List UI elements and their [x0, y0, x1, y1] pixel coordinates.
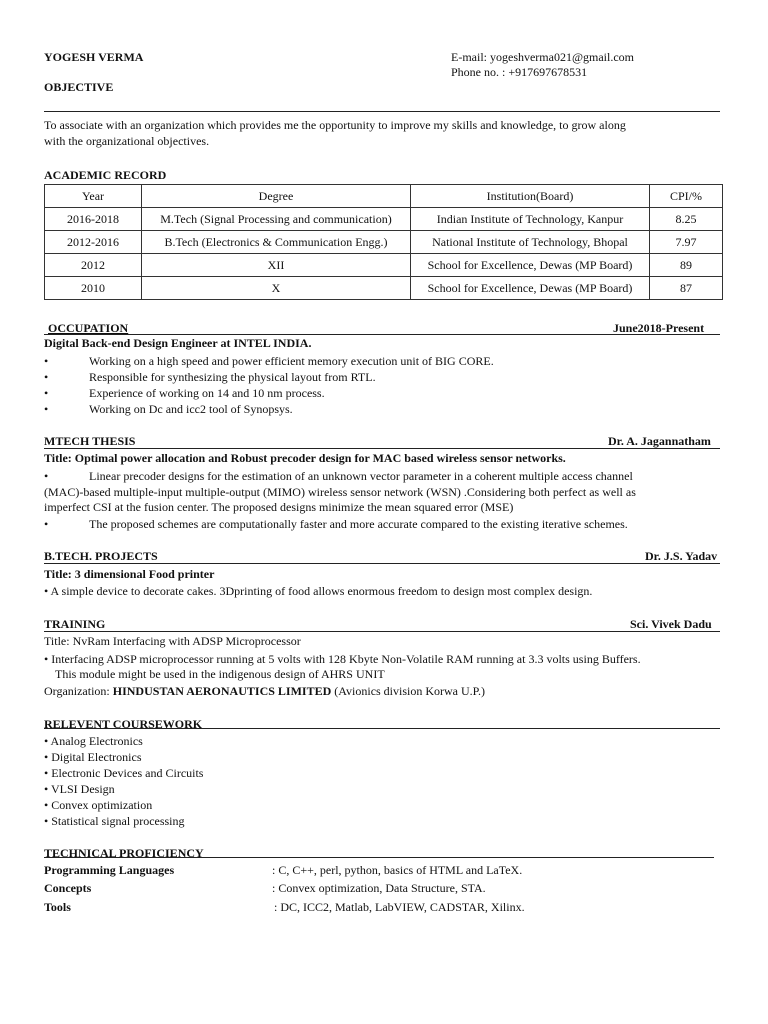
divider — [44, 728, 720, 729]
bullet: • — [44, 370, 49, 384]
list-item: • Digital Electronics — [44, 750, 142, 764]
list-item-text: Working on a high speed and power efficient memory execution unit of BIG CORE. — [89, 354, 494, 368]
table-cell: National Institute of Technology, Bhopal — [411, 231, 650, 254]
list-item-text: Responsible for synthesizing the physical layout from RTL. — [89, 370, 376, 384]
training-organization — [44, 684, 485, 699]
list-item-continuation: (MAC)-based multiple-input multiple-output (MIMO) wireless sensor network (WSN) .Considering both perfect as well as — [44, 485, 636, 499]
list-item: • Analog Electronics — [44, 734, 143, 748]
table-cell: School for Excellence, Dewas (MP Board) — [411, 277, 650, 300]
list-item: • Interfacing ADSP microprocessor running at 5 volts with 128 Kbyte Non-Volatile RAM running at 3.3 volts using Buffers. — [44, 652, 641, 666]
list-item-text: The proposed schemes are computationally faster and more accurate compared to the existing iterative schemes. — [89, 517, 628, 531]
table-cell: M.Tech (Signal Processing and communication) — [142, 208, 411, 231]
phone: Phone no. : +917697678531 — [451, 65, 588, 79]
list-item-continuation: imperfect CSI at the fusion center. The proposed designs minimize the mean squared error (MSE) — [44, 500, 514, 514]
training-heading: TRAINING — [44, 617, 106, 631]
divider — [44, 111, 720, 112]
organization-name: HINDUSTAN AERONAUTICS LIMITED — [112, 684, 332, 698]
table-cell: 8.25 — [650, 208, 723, 231]
thesis-guide: Dr. A. Jagannatham — [608, 434, 711, 448]
table-cell: B.Tech (Electronics & Communication Engg.) — [142, 231, 411, 254]
table-cell: 2012 — [45, 254, 142, 277]
table-row — [45, 254, 723, 277]
table-cell: 2012-2016 — [45, 231, 142, 254]
skill-value: : Convex optimization, Data Structure, STA. — [272, 881, 486, 895]
occupation-period: June2018-Present — [613, 321, 705, 335]
skill-value: : DC, ICC2, Matlab, LabVIEW, CADSTAR, Xilinx. — [274, 900, 525, 914]
list-item-text: Working on Dc and icc2 tool of Synopsys. — [89, 402, 293, 416]
list-item: • Electronic Devices and Circuits — [44, 766, 204, 780]
column-header: CPI/% — [650, 185, 723, 208]
bullet: • — [44, 469, 49, 483]
table-cell: 2010 — [45, 277, 142, 300]
occupation-title: Digital Back-end Design Engineer at INTEL INDIA. — [44, 336, 312, 350]
list-item-continuation: This module might be used in the indigenous design of AHRS UNIT — [55, 667, 385, 681]
table-cell: X — [142, 277, 411, 300]
technical-heading: TECHNICAL PROFICIENCY — [44, 846, 204, 860]
skill-label: Programming Languages — [44, 863, 175, 877]
skill-label: Tools — [44, 900, 71, 914]
table-cell: 87 — [650, 277, 723, 300]
list-item-text: Linear precoder designs for the estimation of an unknown vector parameter in a coherent multiple access channel — [89, 469, 633, 483]
btech-title: Title: 3 dimensional Food printer — [44, 567, 215, 581]
table-cell: 89 — [650, 254, 723, 277]
btech-guide: Dr. J.S. Yadav — [645, 549, 718, 563]
organization-suffix: (Avionics division Korwa U.P.) — [331, 684, 486, 698]
table-row — [45, 277, 723, 300]
bullet: • — [44, 386, 49, 400]
divider — [44, 563, 720, 564]
thesis-title: Title: Optimal power allocation and Robust precoder design for MAC based wireless sensor networks. — [44, 451, 566, 465]
objective-line-2: with the organizational objectives. — [44, 134, 210, 148]
list-item: • Statistical signal processing — [44, 814, 185, 828]
table-row — [45, 231, 723, 254]
objective-heading: OBJECTIVE — [44, 80, 114, 94]
bullet: • — [44, 517, 49, 531]
table-cell: School for Excellence, Dewas (MP Board) — [411, 254, 650, 277]
divider — [44, 631, 720, 632]
academic-heading: ACADEMIC RECORD — [44, 168, 167, 182]
btech-heading: B.TECH. PROJECTS — [44, 549, 158, 563]
list-item: • VLSI Design — [44, 782, 115, 796]
table-cell: 7.97 — [650, 231, 723, 254]
occupation-heading: OCCUPATION — [48, 321, 129, 335]
divider — [44, 857, 714, 858]
email: E-mail: yogeshverma021@gmail.com — [451, 50, 635, 64]
list-item-text: Experience of working on 14 and 10 nm process. — [89, 386, 325, 400]
column-header: Institution(Board) — [411, 185, 650, 208]
table-header-row — [45, 185, 723, 208]
column-header: Degree — [142, 185, 411, 208]
academic-table — [44, 184, 723, 300]
coursework-heading: RELEVENT COURSEWORK — [44, 717, 203, 731]
training-title-text: NvRam Interfacing with ADSP Microprocessor — [72, 634, 301, 648]
training-title-prefix: Title: — [44, 634, 73, 648]
skill-label: Concepts — [44, 881, 92, 895]
training-title — [44, 634, 301, 649]
thesis-heading: MTECH THESIS — [44, 434, 136, 448]
bullet: • — [44, 402, 49, 416]
table-cell: Indian Institute of Technology, Kanpur — [411, 208, 650, 231]
list-item: • Convex optimization — [44, 798, 153, 812]
candidate-name: YOGESH VERMA — [44, 50, 144, 64]
skill-value: : C, C++, perl, python, basics of HTML and LaTeX. — [272, 863, 523, 877]
organization-prefix: Organization: — [44, 684, 113, 698]
table-cell: 2016-2018 — [45, 208, 142, 231]
list-item: • A simple device to decorate cakes. 3Dprinting of food allows enormous freedom to design most complex design. — [44, 584, 593, 598]
table-cell: XII — [142, 254, 411, 277]
training-guide: Sci. Vivek Dadu — [630, 617, 712, 631]
table-row — [45, 208, 723, 231]
bullet: • — [44, 354, 49, 368]
column-header: Year — [45, 185, 142, 208]
objective-line-1: To associate with an organization which provides me the opportunity to improve my skills and knowledge, to grow along — [44, 118, 626, 132]
